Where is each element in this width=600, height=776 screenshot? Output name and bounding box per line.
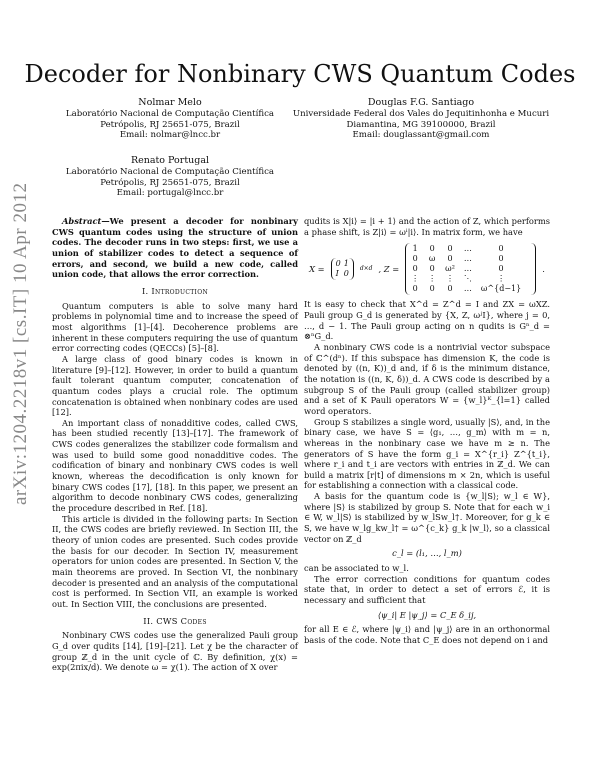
- matrix-cell: 0: [412, 254, 418, 264]
- matrix-cell: ⋮: [411, 274, 420, 284]
- paragraph: can be associated to w_l.: [304, 563, 409, 574]
- left-column: [52, 216, 298, 673]
- matrix-cell: 0: [498, 244, 504, 254]
- z-matrix: [405, 243, 536, 295]
- arxiv-watermark: arXiv:1204.2218v1 [cs.IT] 10 Apr 2012: [10, 182, 31, 505]
- x-matrix-label: X =: [309, 263, 325, 274]
- author-email: Email: nolmar@lncc.br: [119, 130, 221, 141]
- paragraph: for all E ∈ ℰ, where |ψ_i⟩ and |ψ_j⟩ are in an orthonormal basis of the code. Note that C_E does not depend on i and: [304, 624, 550, 645]
- matrix-cell: 0: [429, 264, 435, 274]
- matrix-cell: …: [463, 254, 472, 264]
- matrix-cell: 0: [412, 264, 418, 274]
- matrix-cell: ⋮: [428, 274, 437, 284]
- abstract: [52, 216, 298, 280]
- matrix-cell: ω^{d−1}: [480, 284, 522, 294]
- section-heading-cws-codes: II. CWS Codes: [143, 615, 207, 626]
- author-block-2: [286, 98, 556, 141]
- author-block-1: [60, 98, 280, 141]
- author-affiliation: Universidade Federal dos Vales do Jequitinhonha e Mucuri: [292, 108, 550, 119]
- x-matrix: [331, 258, 354, 280]
- abstract-label: Abstract: [62, 216, 102, 226]
- matrix-cell: 0: [498, 254, 504, 264]
- pauli-matrix-equation: [304, 243, 550, 295]
- x-matrix-dimension: d×d: [359, 264, 373, 272]
- matrix-cell: 0: [412, 284, 418, 294]
- matrix-cell: I: [335, 269, 339, 279]
- author-address: Diamantina, MG 39100000, Brazil: [346, 119, 496, 130]
- matrix-cell: 0: [429, 244, 435, 254]
- paragraph: A large class of good binary codes is known in literature [9]–[12]. However, in order to build a quantum fault tolerant quantum computer, concatenation of quantum codes plays a crucial role. The optimum concatenation is obtained when nonbinary codes are used [12].: [52, 353, 298, 418]
- matrix-cell: ω: [428, 254, 436, 264]
- matrix-cell: 0: [498, 264, 504, 274]
- author-name: Renato Portugal: [130, 155, 210, 166]
- right-column: [304, 216, 550, 646]
- matrix-cell: 1: [343, 259, 349, 269]
- paragraph: Nonbinary CWS codes use the generalized Pauli group G_d over qudits [14], [19]–[21]. Let χ be the character of group ℤ_d in the unit cycle of ℂ. By definition, χ(x) = exp(2πix/d). We denote ω = χ(1). The action of X over: [52, 630, 298, 673]
- author-block-3: [60, 156, 280, 199]
- matrix-cell: ⋱: [463, 274, 472, 284]
- matrix-cell: 0: [335, 259, 341, 269]
- author-affiliation: Laboratório Nacional de Computação Científica: [65, 166, 275, 177]
- paragraph: It is easy to check that X^d = Z^d = I and ZX = ωXZ. Pauli group G_d is generated by {X, Z, ωʲI}, where j = 0, …, d − 1. The Pauli group acting on n qudits is Gⁿ_d = ⊗ⁿG_d.: [304, 299, 550, 342]
- paragraph: This article is divided in the following parts: In Section II, the CWS codes are briefly reviewed. In Section III, the theory of union codes are presented. Such codes provide the basis for our decoder. In Section IV, measurement operators for union codes are presented. In Section V, the main theorems are proved. In Section VI, the nonbinary decoder is presented and an analysis of the computational cost is performed. In Section VII, an example is worked out. In Section VIII, the conclusions are presented.: [52, 513, 298, 609]
- author-affiliation: Laboratório Nacional de Computação Científica: [65, 108, 275, 119]
- author-email: Email: portugal@lncc.br: [116, 188, 224, 199]
- paragraph: Quantum computers is able to solve many hard problems in polynomial time and to increase the speed of most algorithms [1]–[4]. Decoherence problems are inherent in these computers requiring the use of quantum error correcting codes (QECCs) [5]–[8].: [52, 300, 298, 354]
- matrix-cell: 0: [447, 254, 453, 264]
- abstract-text: —We present a decoder for nonbinary CWS quantum codes using the structure of union codes. The decoder runs in two steps: first, we use a union of stabilizer codes to detect a sequence of errors, and second, we build a new code, called union code, that allows the error correction.: [52, 216, 298, 280]
- section-heading-introduction: I. Introduction: [141, 285, 209, 296]
- author-email: Email: douglassant@gmail.com: [352, 130, 490, 141]
- paragraph: qudits is X|i⟩ = |i + 1⟩ and the action of Z, which performs a phase shift, is Z|i⟩ = ωⁱ|i⟩. In matrix form, we have: [304, 216, 550, 237]
- knill-laflamme-equation: ⟨ψ_i| E |ψ_j⟩ = C_E δ_ij,: [377, 609, 477, 620]
- paragraph: A basis for the quantum code is {w_l|S⟩; w_l ∈ W}, where |S⟩ is stabilized by group S. Note that for each w_i ∈ W, w_l|S⟩ is stabilized by w_lSw_l†. Moreover, for g_k ∈ S, we have w_lg_kw_l† = ω^{c_k} g_k |w_l⟩, so a classical vector on ℤ_d: [304, 491, 550, 544]
- author-address: Petrópolis, RJ 25651-075, Brazil: [100, 119, 240, 130]
- z-matrix-label: , Z =: [378, 263, 400, 274]
- matrix-cell: …: [463, 244, 472, 254]
- matrix-cell: ⋮: [446, 274, 455, 284]
- matrix-cell: 0: [343, 269, 349, 279]
- paragraph: The error correction conditions for quantum codes state that, in order to detect a set of errors ℰ, it is necessary and sufficient that: [304, 573, 550, 606]
- paragraph: Group S stabilizes a single word, usually |S⟩, and, in the binary case, we have S = ⟨g₁, …, g_m⟩ with m = n, whereas in the nonbinary case we have m ≥ n. The generators of S have the form g_i = X^{r_i} Z^{t_i}, where r_i and t_i are vectors with entries in ℤ_d. We can build a matrix [r|t] of dimensions m × 2n, which is useful for establishing a connection with a classical code.: [304, 416, 550, 491]
- equation-period: .: [542, 263, 545, 274]
- matrix-cell: 0: [429, 284, 435, 294]
- matrix-cell: …: [463, 284, 472, 294]
- author-name: Douglas F.G. Santiago: [367, 97, 475, 108]
- matrix-cell: 0: [447, 244, 453, 254]
- paragraph: An important class of nonadditive codes, called CWS, has been studied recently [13]–[17]. The framework of CWS codes generalizes the stabilizer code formalism and was used to build some good nonadditive codes. The codification of binary and nonbinary CWS codes is well known, whereas the decodification is only known for binary CWS codes [17], [18]. In this paper, we present an algorithm to decode nonbinary CWS codes, generalizing the procedure described in Ref. [18].: [52, 417, 298, 514]
- author-name: Nolmar Melo: [138, 97, 202, 108]
- paper-title: Decoder for Nonbinary CWS Quantum Codes: [24, 60, 576, 88]
- matrix-cell: ω²: [445, 264, 455, 274]
- matrix-cell: …: [463, 264, 472, 274]
- matrix-cell: ⋮: [497, 274, 506, 284]
- matrix-cell: 0: [447, 284, 453, 294]
- matrix-cell: 1: [412, 244, 418, 254]
- author-address: Petrópolis, RJ 25651-075, Brazil: [100, 177, 240, 188]
- classical-vector-equation: c_l = (l₁, …, l_m): [392, 548, 462, 559]
- paragraph: A nonbinary CWS code is a nontrivial vector subspace of ℂ^(dⁿ). If this subspace has dimension K, the code is denoted by ((n, K))_d and, if δ is the minimum distance, the notation is ((n, K, δ))_d. A CWS code is described by a subgroup S of the Pauli group (called stabilizer group) and a set of K Pauli operators W = {w_l}ᴷ_{l=1} called word operators.: [304, 341, 550, 416]
